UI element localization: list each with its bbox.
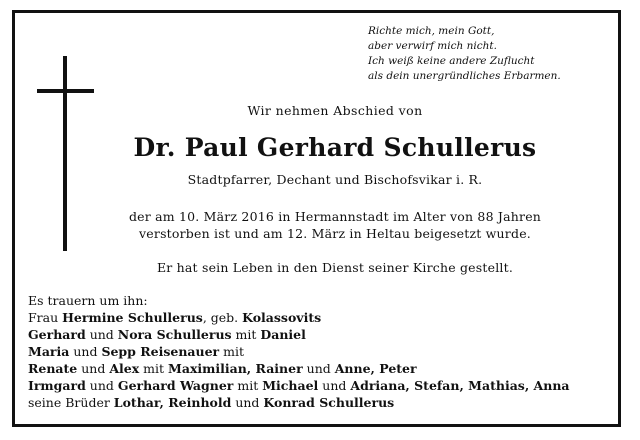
mourner-line: Maria und Sepp Reisenauer mit xyxy=(28,344,245,359)
death-notice xyxy=(60,208,610,242)
verse-line: Ich weiß keine andere Zuflucht xyxy=(368,55,535,67)
bible-verse xyxy=(368,24,561,84)
deceased-name: Dr. Paul Gerhard Schullerus xyxy=(133,133,537,162)
mourner-line: Frau Hermine Schullerus, geb. Kolassovits xyxy=(28,310,322,325)
intro-text: Wir nehmen Abschied von xyxy=(247,103,423,118)
verse-line: als dein unergründliches Erbarmen. xyxy=(368,70,561,82)
verse-line: aber verwirf mich nicht. xyxy=(368,40,497,52)
mourners-list xyxy=(28,292,570,411)
mourner-line: Renate und Alex mit Maximilian, Rainer und Anne, Peter xyxy=(28,361,417,376)
mourners-heading: Es trauern um ihn: xyxy=(28,293,148,308)
death-line: verstorben ist und am 12. März in Heltau beigesetzt wurde. xyxy=(139,226,531,241)
mourner-line: Irmgard und Gerhard Wagner mit Michael und Adriana, Stefan, Mathias, Anna xyxy=(28,378,570,393)
verse-line: Richte mich, mein Gott, xyxy=(368,25,495,37)
mourner-line: Gerhard und Nora Schullerus mit Daniel xyxy=(28,327,306,342)
death-line: der am 10. März 2016 in Hermannstadt im Alter von 88 Jahren xyxy=(128,209,542,224)
mourner-line: seine Brüder Lothar, Reinhold und Konrad Schullerus xyxy=(28,395,395,410)
service-statement: Er hat sein Leben in den Dienst seiner Kirche gestellt. xyxy=(156,260,514,275)
cross-icon-horizontal-bar xyxy=(37,89,94,93)
deceased-title: Stadtpfarrer, Dechant und Bischofsvikar i. R. xyxy=(187,172,483,187)
